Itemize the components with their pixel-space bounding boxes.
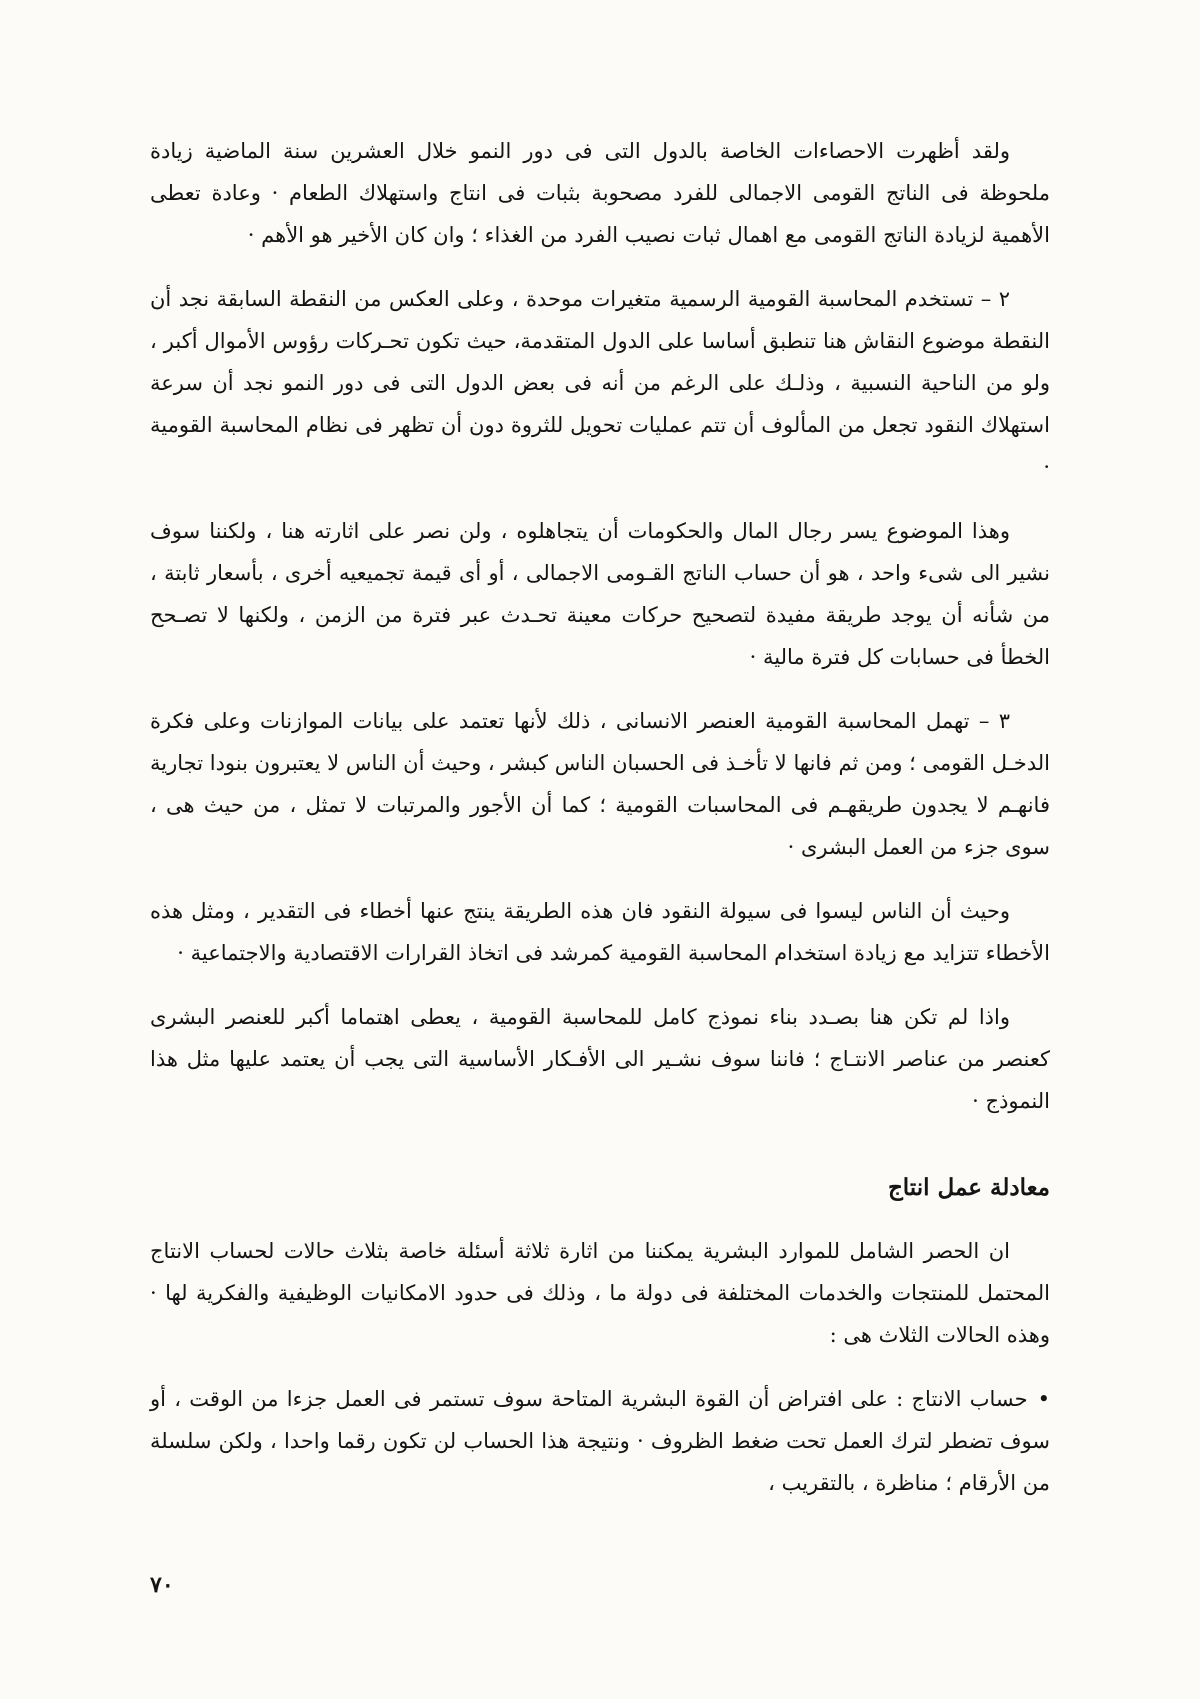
page-number: ٧٠ <box>150 1572 174 1598</box>
paragraph-6: واذا لم تكن هنا بصـدد بناء نموذج كامل للمحاسبة القومية ، يعطى اهتماما أكبر للعنصر البشرى كعنصر من عناصر الانتـاج ؛ فاننا سوف نشـير الى الأفـكار الأساسية التى يجب أن يعتمد عليها مثل هذا النموذج · <box>150 1005 1050 1113</box>
section-heading: معادلة عمل انتاج <box>887 1174 1050 1201</box>
bullet-paragraph <box>150 1378 1050 1504</box>
paragraph-1: ولقد أظهرت الاحصاءات الخاصة بالدول التى فى دور النمو خلال العشرين سنة الماضية زيادة ملحوظة فى الناتج القومى الاجمالى للفرد مصحوبة بثبات فى انتاج واستهلاك الطعام · وعادة تعطى الأهمية لزيادة الناتج القومى مع اهمال ثبات نصيب الفرد من الغذاء ؛ وان كان الأخير هو الأهم · <box>150 139 1050 247</box>
paragraph-3: وهذا الموضوع يسر رجال المال والحكومات أن يتجاهلوه ، ولن نصر على اثارته هنا ، ولكننا سوف نشير الى شىء واحد ، هو أن حساب الناتج القـومى الاجمالى ، أو أى قيمة تجميعيه أخرى ، بأسعار ثابتة ، من شأنه أن يوجد طريقة مفيدة لتصحيح حركات معينة تحـدث عبر فترة من الزمن ، ولكنها لا تصـحح الخطأ فى حسابات كل فترة مالية · <box>150 519 1050 669</box>
paragraph-4: ٣ – تهمل المحاسبة القومية العنصر الانسانى ، ذلك لأنها تعتمد على بيانات الموازنات وعلى فكرة الدخـل القومى ؛ ومن ثم فانها لا تأخـذ فى الحسبان الناس كبشر ، وحيث أن الناس لا يعتبرون بنودا تجارية فانهـم لا يجدون طريقهـم فى المحاسبات القومية ؛ كما أن الأجور والمرتبات لا تمثل ، من حيث هى ، سوى جزء من العمل البشرى · <box>150 709 1050 859</box>
bullet-paragraph-text: حساب الانتاج : على افتراض أن القوة البشرية المتاحة سوف تستمر فى العمل جزءا من الوقت ، أو سوف تضطر لترك العمل تحت ضغط الظروف · ونتيجة هذا الحساب لن تكون رقما واحدا ، ولكن سلسلة من الأرقام ؛ مناظرة ، بالتقريب ، <box>150 1387 1050 1495</box>
section-paragraph-1: ان الحصر الشامل للموارد البشرية يمكننا من اثارة ثلاثة أسئلة خاصة بثلاث حالات لحساب الانتاج المحتمل للمنتجات والخدمات المختلفة فى دولة ما ، وذلك فى حدود الامكانيات الوظيفية والفكرية لها · وهذه الحالات الثلاث هى : <box>150 1239 1050 1347</box>
bullet-marker: • <box>1037 1387 1050 1411</box>
paragraph-2: ٢ – تستخدم المحاسبة القومية الرسمية متغيرات موحدة ، وعلى العكس من النقطة السابقة نجد أن النقطة موضوع النقاش هنا تنطبق أساسا على الدول المتقدمة، حيث تكون تحـركات رؤوس الأموال أكبر ، ولو من الناحية النسبية ، وذلـك على الرغم من أنه فى بعض الدول التى فى دور النمو نجد أن سرعة استهلاك النقود تجعل من المألوف أن تتم عمليات تحويل للثروة دون أن تظهر فى نظام المحاسبة القومية · <box>150 287 1050 479</box>
body-text <box>150 130 1050 1526</box>
paragraph-5: وحيث أن الناس ليسوا فى سيولة النقود فان هذه الطريقة ينتج عنها أخطاء فى التقدير ، ومثل هذه الأخطاء تتزايد مع زيادة استخدام المحاسبة القومية كمرشد فى اتخاذ القرارات الاقتصادية والاجتماعية · <box>150 899 1050 965</box>
